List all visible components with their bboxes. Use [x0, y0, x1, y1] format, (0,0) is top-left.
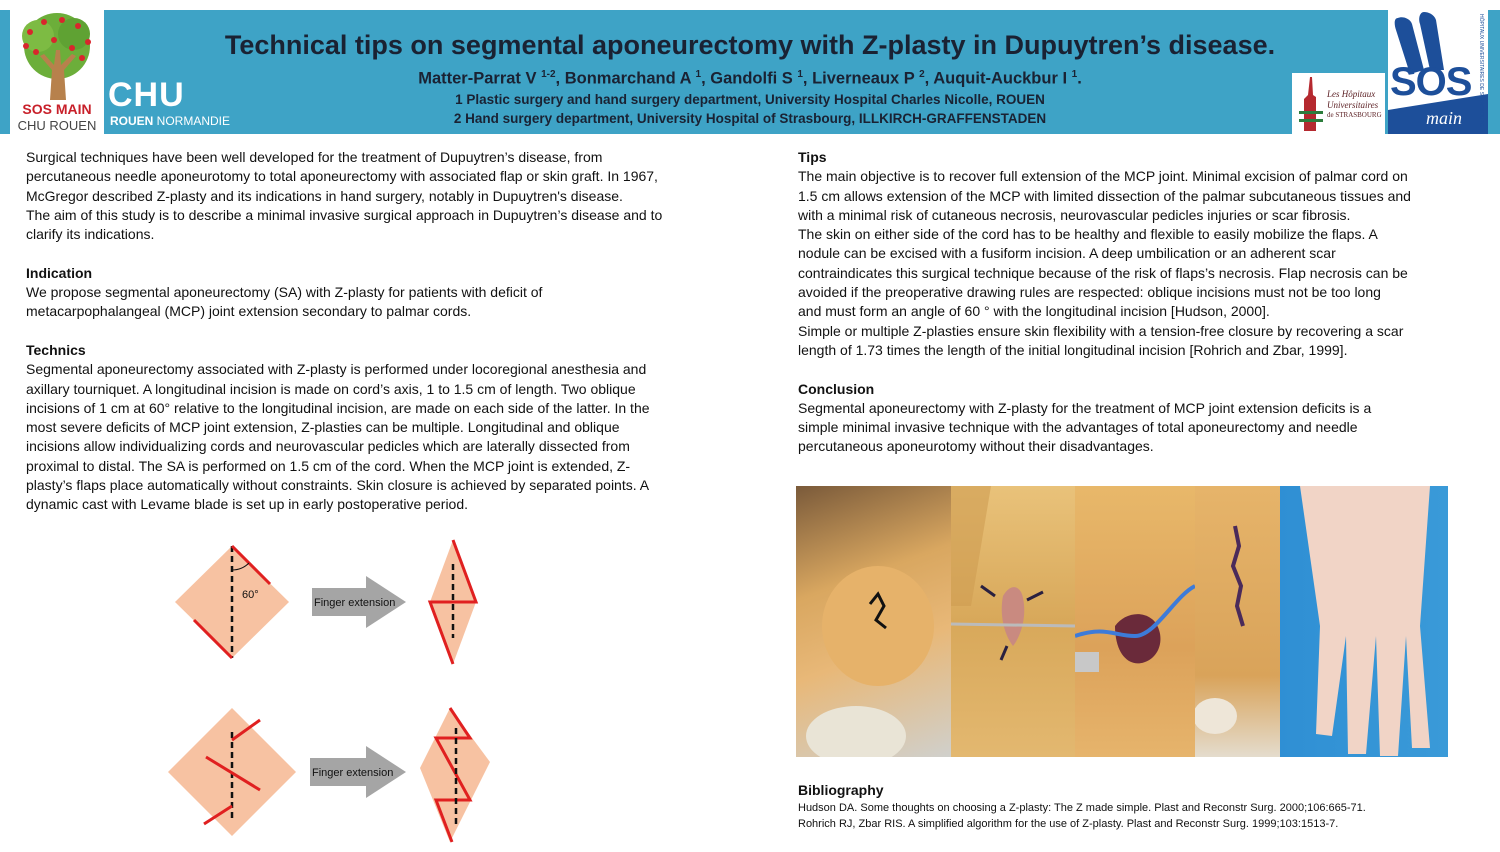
author-separator: ,	[701, 69, 711, 88]
strasbourg-line-3: de STRASBOURG	[1327, 111, 1382, 119]
author-affiliation: 1-2	[541, 69, 556, 80]
technics-heading: Technics	[26, 341, 86, 358]
sos-main-big: SOS	[1390, 60, 1472, 104]
finger-extension-label: Finger extension	[314, 597, 396, 609]
author-name: Auquit-Auckbur I	[933, 69, 1072, 88]
author-affiliation: 1	[797, 69, 803, 80]
intro-line: clarify its indications.	[26, 226, 155, 243]
author-affiliation: 1	[695, 69, 702, 80]
author-name: Matter-Parrat V	[418, 69, 542, 88]
sos-main-script: main	[1426, 108, 1462, 128]
tips-line: The skin on either side of the cord has to be healthy and flexible to easily mobilize the flaps. A	[798, 226, 1378, 243]
indication-line: metacarpophalangeal (MCP) joint extension secondary to palmar cords.	[26, 303, 472, 320]
technics-line: most severe deficits of MCP joint extension, Z-plasties can be multiple. Longitudinal and oblique	[26, 419, 620, 436]
finger-extension-label: Finger extension	[312, 767, 394, 779]
technics-section	[26, 341, 726, 515]
tips-line: length of 1.73 times the length of the initial longitudinal incision [Rohrich and Zbar, 1999].	[798, 341, 1348, 358]
conclusion-heading: Conclusion	[798, 380, 875, 397]
tips-line: and must form an angle of 60 ° with the longitudinal incision [Hudson, 2000].	[798, 303, 1270, 320]
chu-subtitle-bold: ROUEN	[110, 114, 154, 128]
tips-line: The main objective is to recover full extension of the MCP joint. Minimal excision of palmar cord on	[798, 168, 1408, 185]
bibliography-section	[798, 782, 1478, 832]
hopitaux-strasbourg-logo	[1292, 73, 1385, 134]
intro-line: Surgical techniques have been well developed for the treatment of Dupuytren’s disease, from	[26, 149, 603, 165]
author-name: Liverneaux P	[812, 69, 920, 88]
chu-wordmark: CHU	[108, 76, 185, 114]
conclusion-line: percutaneous aponeurotomy without their disadvantages.	[798, 438, 1154, 455]
healed-hand-photo	[1280, 486, 1448, 757]
indication-section	[26, 264, 726, 322]
technics-line: proximal to distal. The SA is performed on 1.5 cm of the cord. When the MCP joint is extended, Z-	[26, 457, 631, 474]
technics-line: incisions of 1 cm at 60° relative to the longitudinal incision, are made on each side of the latter. In the	[26, 399, 650, 416]
conclusion-line: Segmental aponeurectomy with Z-plasty for the treatment of MCP joint extension deficits is a	[798, 399, 1372, 416]
surgery-photo-3	[1075, 486, 1195, 757]
surgery-photo-2	[951, 486, 1075, 757]
sos-main-strasbourg-logo	[1388, 10, 1488, 134]
tips-section	[798, 148, 1488, 360]
sos-main-vertical-text: HÔPITAUX UNIVERSITAIRES DE STRASBOURG	[1478, 14, 1484, 127]
author-affiliation: 2	[919, 69, 925, 80]
technics-line: axillary tourniquet. A longitudinal incision is made on cord’s axis, 1 to 1.5 cm of length. Two oblique	[26, 380, 636, 397]
author-name: Gandolfi S	[710, 69, 798, 88]
tips-line: avoided if the preoperative drawing rules are respected: oblique incisions must not be too long	[798, 284, 1381, 301]
strasbourg-line-1: Les Hôpitaux	[1327, 89, 1376, 99]
indication-line: We propose segmental aponeurectomy (SA) with Z-plasty for patients with deficit of	[26, 284, 543, 301]
conclusion-line: simple minimal invasive technique with the advantages of total aponeurectomy and needle	[798, 419, 1358, 436]
intro-section	[26, 148, 726, 244]
affiliation-1: 1 Plastic surgery and hand surgery department, University Hospital Charles Nicolle, ROUEN	[455, 92, 1045, 107]
sos-main-label: SOS MAIN	[22, 101, 92, 117]
surgery-photo-4	[1195, 486, 1280, 757]
chu-rouen-label: CHU ROUEN	[17, 118, 97, 133]
strasbourg-line-2: Universitaires	[1327, 100, 1379, 110]
surgery-photo-1	[796, 486, 951, 757]
bibliography-heading: Bibliography	[798, 782, 884, 798]
technics-line: Segmental aponeurectomy associated with Z-plasty is performed under locoregional anesthesia and	[26, 361, 647, 378]
angle-label: 60°	[242, 589, 259, 601]
technics-line: incisions allow individualizing cords and neurovascular pedicles which are laterally dissected from	[26, 438, 630, 455]
author-list	[0, 69, 1500, 89]
right-column	[798, 148, 1488, 457]
technics-line: dynamic cast with Levame blade is set up in early postoperative period.	[26, 496, 469, 513]
bibliography-ref: Hudson DA. Some thoughts on choosing a Z-plasty: The Z made simple. Plast and Reconstr Surg. 2000;106:665-71.	[798, 802, 1366, 814]
author-name: Bonmarchand A	[564, 69, 696, 88]
z-plasty-diagram	[160, 532, 520, 852]
cathedral-icon	[1296, 75, 1326, 133]
chu-subtitle-normandie: NORMANDIE	[153, 114, 231, 128]
author-separator: ,	[802, 69, 813, 88]
intro-line: McGregor described Z-plasty and its indications in hand surgery, notably in Dupuytren's disease.	[26, 187, 623, 204]
intro-line: The aim of this study is to describe a minimal invasive surgical approach in Dupuytren’s disease and to	[26, 206, 663, 223]
technics-line: plasty’s flaps place automatically without constraints. Skin closure is achieved by separated points. A	[26, 477, 650, 494]
tips-heading: Tips	[798, 149, 827, 165]
tips-line: Simple or multiple Z-plasties ensure skin flexibility with a tension-free closure by recovering a scar	[798, 322, 1404, 339]
bibliography-ref: Rohrich RJ, Zbar RIS. A simplified algorithm for the use of Z-plasty. Plast and Reconstr Surg. 1999;103:1513-7.	[798, 818, 1339, 830]
left-column	[26, 148, 726, 515]
tips-line: with a minimal risk of cutaneous necrosis, neurovascular pedicles injuries or scar fibrosis.	[798, 206, 1351, 223]
tips-line: nodule can be excised with a fusiform incision. A deep umbilication or an adherent scar	[798, 245, 1336, 262]
author-separator: ,	[555, 69, 565, 88]
tips-line: contraindicates this surgical technique because of the risk of flaps’s necrosis. Flap necrosis can be	[798, 264, 1408, 281]
tips-line: 1.5 cm allows extension of the MCP with limited dissection of the palmar subcutaneous tissues and	[798, 187, 1411, 204]
author-separator: ,	[924, 69, 934, 88]
author-separator: .	[1077, 69, 1082, 88]
affiliation-2: 2 Hand surgery department, University Hospital of Strasbourg, ILLKIRCH-GRAFFENSTADEN	[453, 111, 1047, 126]
author-affiliation: 1	[1071, 69, 1078, 80]
indication-heading: Indication	[26, 264, 93, 281]
intro-line: percutaneous needle aponeurotomy to total aponeurectomy with associated flap or skin graft. In 1967,	[26, 168, 658, 185]
poster-title: Technical tips on segmental aponeurectomy with Z-plasty in Dupuytren’s disease.	[224, 30, 1276, 60]
conclusion-section	[798, 380, 1488, 457]
